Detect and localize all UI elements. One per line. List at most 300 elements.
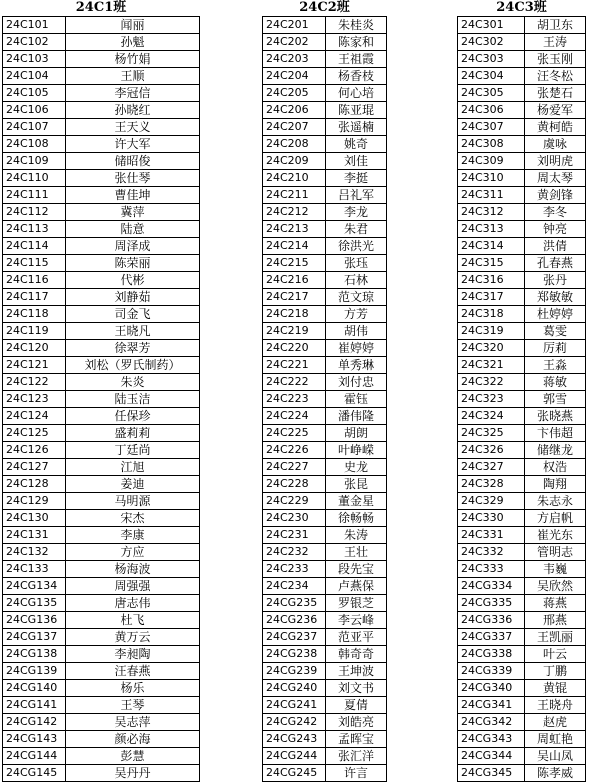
student-id: 24C217 — [263, 289, 326, 306]
student-id: 24CG237 — [263, 629, 326, 646]
student-row — [458, 714, 586, 731]
student-row — [458, 153, 586, 170]
student-row — [3, 578, 200, 595]
student-row — [263, 714, 387, 731]
student-name: 汪春燕 — [66, 663, 200, 680]
student-name: 王祖霞 — [326, 51, 387, 68]
student-id: 24C233 — [263, 561, 326, 578]
student-name: 罗银芝 — [326, 595, 387, 612]
student-row — [263, 17, 387, 34]
student-row — [263, 221, 387, 238]
student-id: 24CG344 — [458, 748, 525, 765]
student-name: 马明源 — [66, 493, 200, 510]
student-name: 夏倩 — [326, 697, 387, 714]
student-name: 刘佳 — [326, 153, 387, 170]
student-id: 24C109 — [3, 153, 66, 170]
class-table-1 — [2, 0, 200, 782]
student-row — [3, 170, 200, 187]
student-row — [458, 51, 586, 68]
student-id: 24C202 — [263, 34, 326, 51]
student-row — [3, 68, 200, 85]
student-id: 24C102 — [3, 34, 66, 51]
student-name: 韩奇奇 — [326, 646, 387, 663]
student-id: 24C314 — [458, 238, 525, 255]
student-id: 24C307 — [458, 119, 525, 136]
student-id: 24C203 — [263, 51, 326, 68]
student-name: 霍钰 — [326, 391, 387, 408]
student-id: 24C231 — [263, 527, 326, 544]
student-row — [263, 153, 387, 170]
student-name: 范亚平 — [326, 629, 387, 646]
student-name: 杨爱军 — [525, 102, 586, 119]
student-name: 张珏 — [326, 255, 387, 272]
student-id: 24C101 — [3, 17, 66, 34]
student-id: 24C207 — [263, 119, 326, 136]
student-id: 24CG340 — [458, 680, 525, 697]
student-id: 24CG136 — [3, 612, 66, 629]
student-row — [458, 408, 586, 425]
student-name: 杜飞 — [66, 612, 200, 629]
student-row — [458, 476, 586, 493]
student-name: 李云峰 — [326, 612, 387, 629]
student-row — [3, 238, 200, 255]
student-name: 刘文书 — [326, 680, 387, 697]
student-name: 张晓燕 — [525, 408, 586, 425]
student-id: 24C234 — [263, 578, 326, 595]
student-id: 24C106 — [3, 102, 66, 119]
student-row — [458, 663, 586, 680]
student-row — [3, 85, 200, 102]
student-id: 24C117 — [3, 289, 66, 306]
student-name: 朱志永 — [525, 493, 586, 510]
student-name: 李冠信 — [66, 85, 200, 102]
student-row — [3, 34, 200, 51]
student-id: 24C107 — [3, 119, 66, 136]
student-id: 24C114 — [3, 238, 66, 255]
student-id: 24CG345 — [458, 765, 525, 782]
student-name: 李挺 — [326, 170, 387, 187]
student-row — [458, 289, 586, 306]
student-id: 24C130 — [3, 510, 66, 527]
student-name: 陆意 — [66, 221, 200, 238]
student-id: 24CG144 — [3, 748, 66, 765]
student-name: 储昭俊 — [66, 153, 200, 170]
student-row — [263, 272, 387, 289]
student-row — [263, 255, 387, 272]
student-id: 24C306 — [458, 102, 525, 119]
student-row — [3, 663, 200, 680]
student-name: 李龙 — [326, 204, 387, 221]
student-row — [3, 102, 200, 119]
student-row — [458, 646, 586, 663]
student-name: 朱涛 — [326, 527, 387, 544]
student-row — [458, 34, 586, 51]
student-name: 朱君 — [326, 221, 387, 238]
student-name: 何心培 — [326, 85, 387, 102]
student-id: 24CG338 — [458, 646, 525, 663]
student-name: 闻丽 — [66, 17, 200, 34]
student-id: 24C303 — [458, 51, 525, 68]
student-row — [3, 408, 200, 425]
student-id: 24C331 — [458, 527, 525, 544]
student-name: 唐志伟 — [66, 595, 200, 612]
student-name: 张遥楠 — [326, 119, 387, 136]
student-row — [458, 187, 586, 204]
student-id: 24CG334 — [458, 578, 525, 595]
student-row — [3, 714, 200, 731]
class-title: 24C2班 — [299, 0, 350, 15]
student-name: 范文琼 — [326, 289, 387, 306]
student-row — [458, 102, 586, 119]
student-row — [3, 561, 200, 578]
student-name: 孟晖宝 — [326, 731, 387, 748]
student-id: 24C224 — [263, 408, 326, 425]
student-row — [263, 561, 387, 578]
student-id: 24C103 — [3, 51, 66, 68]
student-id: 24CG142 — [3, 714, 66, 731]
student-name: 蒋敏 — [525, 374, 586, 391]
student-row — [263, 136, 387, 153]
student-id: 24C122 — [3, 374, 66, 391]
student-name: 徐洪光 — [326, 238, 387, 255]
student-name: 陶翔 — [525, 476, 586, 493]
student-name: 方应 — [66, 544, 200, 561]
student-id: 24C124 — [3, 408, 66, 425]
student-id: 24CG343 — [458, 731, 525, 748]
student-name: 杨海波 — [66, 561, 200, 578]
student-name: 周泽成 — [66, 238, 200, 255]
student-id: 24C118 — [3, 306, 66, 323]
student-id: 24CG238 — [263, 646, 326, 663]
student-row — [458, 119, 586, 136]
student-name: 盛莉莉 — [66, 425, 200, 442]
student-name: 孙晓红 — [66, 102, 200, 119]
student-id: 24CG341 — [458, 697, 525, 714]
student-row — [458, 272, 586, 289]
student-id: 24C222 — [263, 374, 326, 391]
student-id: 24C321 — [458, 357, 525, 374]
student-id: 24C104 — [3, 68, 66, 85]
student-id: 24C123 — [3, 391, 66, 408]
student-row — [458, 493, 586, 510]
student-id: 24CG137 — [3, 629, 66, 646]
student-name: 张玉刚 — [525, 51, 586, 68]
student-row — [3, 51, 200, 68]
student-name: 蒋燕 — [525, 595, 586, 612]
student-name: 彭慧 — [66, 748, 200, 765]
student-name: 王壮 — [326, 544, 387, 561]
student-name: 黄剑锋 — [525, 187, 586, 204]
student-row — [3, 493, 200, 510]
student-name: 葛雯 — [525, 323, 586, 340]
student-id: 24C225 — [263, 425, 326, 442]
student-row — [3, 527, 200, 544]
student-name: 黄锟 — [525, 680, 586, 697]
student-row — [263, 493, 387, 510]
student-name: 李冬 — [525, 204, 586, 221]
student-id: 24C113 — [3, 221, 66, 238]
student-name: 黄万云 — [66, 629, 200, 646]
student-row — [3, 255, 200, 272]
student-row — [3, 153, 200, 170]
student-row — [263, 697, 387, 714]
student-id: 24C214 — [263, 238, 326, 255]
student-row — [263, 374, 387, 391]
student-name: 吴志萍 — [66, 714, 200, 731]
student-name: 韦巍 — [525, 561, 586, 578]
student-name: 孔春燕 — [525, 255, 586, 272]
student-row — [458, 85, 586, 102]
student-row — [263, 408, 387, 425]
student-row — [3, 289, 200, 306]
student-id: 24CG145 — [3, 765, 66, 782]
student-name: 潘伟隆 — [326, 408, 387, 425]
class-table-3 — [457, 0, 586, 782]
student-id: 24C111 — [3, 187, 66, 204]
student-id: 24C319 — [458, 323, 525, 340]
student-id: 24CG134 — [3, 578, 66, 595]
student-name: 史龙 — [326, 459, 387, 476]
student-row — [263, 102, 387, 119]
student-name: 朱炎 — [66, 374, 200, 391]
student-id: 24C226 — [263, 442, 326, 459]
student-row — [263, 51, 387, 68]
class-title: 24C3班 — [496, 0, 547, 15]
student-id: 24C302 — [458, 34, 525, 51]
student-name: 叶峥嵘 — [326, 442, 387, 459]
student-row — [458, 459, 586, 476]
student-row — [3, 136, 200, 153]
student-name: 陆玉洁 — [66, 391, 200, 408]
student-row — [3, 748, 200, 765]
student-name: 杨乐 — [66, 680, 200, 697]
student-id: 24C211 — [263, 187, 326, 204]
student-name: 黄柯皓 — [525, 119, 586, 136]
student-name: 陈孝威 — [525, 765, 586, 782]
student-name: 洪倩 — [525, 238, 586, 255]
student-id: 24C305 — [458, 85, 525, 102]
student-name: 代彬 — [66, 272, 200, 289]
student-row — [263, 578, 387, 595]
student-row — [3, 765, 200, 782]
student-row — [3, 442, 200, 459]
student-name: 刘皓亮 — [326, 714, 387, 731]
student-row — [263, 748, 387, 765]
student-row — [263, 306, 387, 323]
student-row — [263, 170, 387, 187]
student-row — [458, 595, 586, 612]
student-row — [3, 595, 200, 612]
student-name: 赵虎 — [525, 714, 586, 731]
student-name: 陈家和 — [326, 34, 387, 51]
student-id: 24C212 — [263, 204, 326, 221]
student-id: 24CG138 — [3, 646, 66, 663]
student-row — [458, 238, 586, 255]
student-id: 24C329 — [458, 493, 525, 510]
student-name: 胡朗 — [326, 425, 387, 442]
student-row — [263, 476, 387, 493]
student-id: 24C115 — [3, 255, 66, 272]
student-row — [3, 204, 200, 221]
student-name: 司金飞 — [66, 306, 200, 323]
student-id: 24C312 — [458, 204, 525, 221]
student-id: 24C209 — [263, 153, 326, 170]
student-name: 杨竹娟 — [66, 51, 200, 68]
student-id: 24CG143 — [3, 731, 66, 748]
class-title: 24C1班 — [75, 0, 127, 15]
student-row — [263, 34, 387, 51]
student-id: 24C308 — [458, 136, 525, 153]
student-name: 冀萍 — [66, 204, 200, 221]
student-row — [3, 340, 200, 357]
student-name: 方芳 — [326, 306, 387, 323]
student-id: 24C205 — [263, 85, 326, 102]
student-name: 徐翠芳 — [66, 340, 200, 357]
student-id: 24C133 — [3, 561, 66, 578]
student-name: 王涛 — [525, 34, 586, 51]
student-row — [458, 510, 586, 527]
student-row — [263, 765, 387, 782]
student-name: 崔婷婷 — [326, 340, 387, 357]
student-row — [263, 442, 387, 459]
student-name: 董金星 — [326, 493, 387, 510]
student-name: 周强强 — [66, 578, 200, 595]
student-id: 24C330 — [458, 510, 525, 527]
student-name: 姜迪 — [66, 476, 200, 493]
student-id: 24CG335 — [458, 595, 525, 612]
student-row — [458, 612, 586, 629]
student-id: 24C110 — [3, 170, 66, 187]
student-row — [458, 17, 586, 34]
student-id: 24C208 — [263, 136, 326, 153]
student-row — [263, 612, 387, 629]
student-row — [458, 629, 586, 646]
student-name: 宋杰 — [66, 510, 200, 527]
student-id: 24CG337 — [458, 629, 525, 646]
student-id: 24CG135 — [3, 595, 66, 612]
student-name: 卢燕保 — [326, 578, 387, 595]
student-id: 24CG141 — [3, 697, 66, 714]
student-row — [3, 476, 200, 493]
student-id: 24CG244 — [263, 748, 326, 765]
student-id: 24C310 — [458, 170, 525, 187]
student-row — [458, 442, 586, 459]
student-name: 王晓凡 — [66, 323, 200, 340]
student-name: 王凯丽 — [525, 629, 586, 646]
student-name: 姚奇 — [326, 136, 387, 153]
student-row — [263, 527, 387, 544]
student-name: 许言 — [326, 765, 387, 782]
student-name: 杨香枝 — [326, 68, 387, 85]
student-name: 周太琴 — [525, 170, 586, 187]
student-row — [458, 357, 586, 374]
student-name: 王晓舟 — [525, 697, 586, 714]
student-id: 24C126 — [3, 442, 66, 459]
student-id: 24CG239 — [263, 663, 326, 680]
student-row — [458, 255, 586, 272]
student-row — [458, 561, 586, 578]
student-row — [3, 374, 200, 391]
student-row — [263, 731, 387, 748]
student-id: 24C301 — [458, 17, 525, 34]
student-row — [263, 187, 387, 204]
student-id: 24CG243 — [263, 731, 326, 748]
student-id: 24CG245 — [263, 765, 326, 782]
student-row — [3, 731, 200, 748]
student-name: 李昶陶 — [66, 646, 200, 663]
student-name: 卞伟超 — [525, 425, 586, 442]
student-id: 24C315 — [458, 255, 525, 272]
student-name: 刘明虎 — [525, 153, 586, 170]
student-name: 颜必海 — [66, 731, 200, 748]
student-name: 李康 — [66, 527, 200, 544]
student-row — [263, 357, 387, 374]
student-name: 丁廷尚 — [66, 442, 200, 459]
student-name: 吕礼军 — [326, 187, 387, 204]
student-row — [3, 544, 200, 561]
student-id: 24C119 — [3, 323, 66, 340]
student-name: 段先宝 — [326, 561, 387, 578]
student-id: 24C318 — [458, 306, 525, 323]
student-id: 24CG242 — [263, 714, 326, 731]
student-id: 24C112 — [3, 204, 66, 221]
student-name: 胡伟 — [326, 323, 387, 340]
student-name: 钟亮 — [525, 221, 586, 238]
student-id: 24C322 — [458, 374, 525, 391]
student-id: 24CG235 — [263, 595, 326, 612]
student-name: 刘静茹 — [66, 289, 200, 306]
student-id: 24C204 — [263, 68, 326, 85]
student-row — [458, 204, 586, 221]
student-row — [263, 459, 387, 476]
student-id: 24C105 — [3, 85, 66, 102]
student-row — [3, 646, 200, 663]
student-id: 24C216 — [263, 272, 326, 289]
student-id: 24C317 — [458, 289, 525, 306]
student-row — [458, 425, 586, 442]
student-id: 24C210 — [263, 170, 326, 187]
student-row — [458, 527, 586, 544]
class-table-2 — [262, 0, 387, 782]
student-row — [458, 68, 586, 85]
student-name: 徐畅畅 — [326, 510, 387, 527]
student-row — [458, 731, 586, 748]
student-name: 储继龙 — [525, 442, 586, 459]
student-row — [263, 391, 387, 408]
student-row — [263, 646, 387, 663]
student-id: 24C227 — [263, 459, 326, 476]
student-id: 24C120 — [3, 340, 66, 357]
student-row — [263, 425, 387, 442]
student-row — [263, 510, 387, 527]
student-row — [3, 221, 200, 238]
student-row — [3, 119, 200, 136]
student-name: 江旭 — [66, 459, 200, 476]
student-id: 24C213 — [263, 221, 326, 238]
student-row — [263, 544, 387, 561]
student-name: 厉莉 — [525, 340, 586, 357]
student-row — [263, 85, 387, 102]
student-id: 24C316 — [458, 272, 525, 289]
student-row — [3, 680, 200, 697]
student-name: 邢燕 — [525, 612, 586, 629]
student-name: 丁鹏 — [525, 663, 586, 680]
student-id: 24C125 — [3, 425, 66, 442]
student-id: 24CG139 — [3, 663, 66, 680]
student-name: 曹佳坤 — [66, 187, 200, 204]
student-row — [263, 680, 387, 697]
student-row — [458, 340, 586, 357]
